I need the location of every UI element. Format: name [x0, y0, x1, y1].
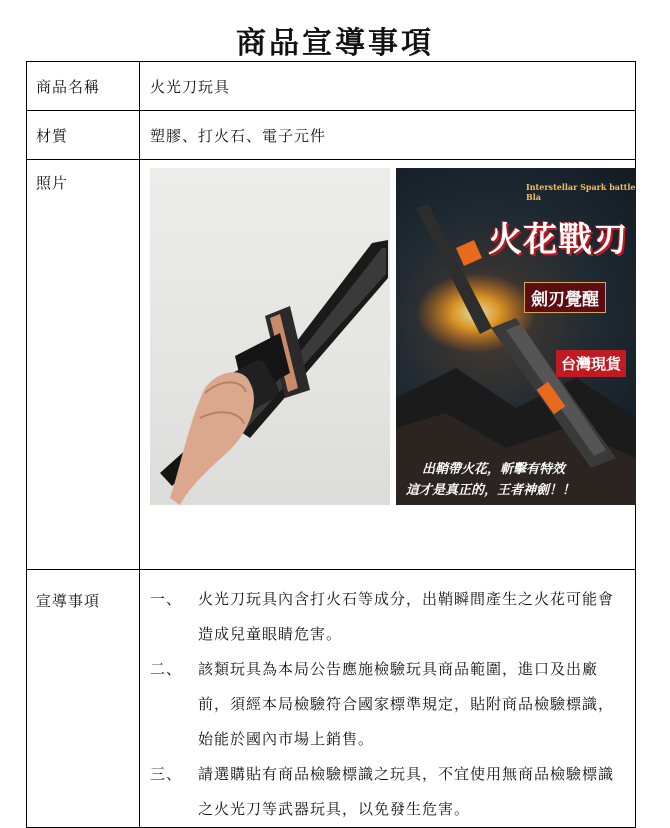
product-photo-promo	[396, 168, 636, 505]
promo-title: 火花戰刃	[488, 220, 628, 260]
product-photo-hand	[150, 168, 390, 505]
product-name-label: 商品名稱	[36, 78, 101, 96]
promo-caption-line1: 出鞘帶火花，斬擊有特效	[422, 462, 566, 477]
material-label: 材質	[36, 127, 69, 145]
notice-row	[27, 570, 636, 828]
material-row	[27, 111, 636, 160]
notice-item	[150, 757, 629, 827]
notice-item	[150, 652, 629, 757]
promo-subtitle: Interstellar Spark battle Bla	[526, 182, 636, 202]
notice-number: 二、	[150, 660, 183, 678]
notice-text: 該類玩具為本局公告應施檢驗玩具商品範圍，進口及出廠前，須經本局檢驗符合國家標準規定，貼附商品檢驗標識，始能於國內市場上銷售。	[198, 660, 615, 748]
promo-badge-awakening: 劍刃覺醒	[524, 282, 606, 313]
notice-item	[150, 582, 629, 652]
promo-badge-taiwan-stock: 台灣現貨	[556, 350, 626, 377]
photo-row	[27, 160, 636, 570]
promo-caption-line2: 這才是真正的，王者神劍！！	[406, 483, 576, 498]
sword-in-hand-image	[150, 168, 390, 505]
photo-label: 照片	[36, 174, 69, 192]
notice-label: 宣導事項	[36, 592, 101, 610]
notice-text: 請選購貼有商品檢驗標識之玩具，不宜使用無商品檢驗標識之火光刀等武器玩具，以免發生危害。	[198, 765, 615, 818]
material-value: 塑膠、打火石、電子元件	[150, 127, 327, 145]
notice-list	[150, 570, 635, 827]
page-title: 商品宣導事項	[236, 26, 434, 61]
product-name-value: 火光刀玩具	[150, 78, 231, 96]
notice-number: 一、	[150, 590, 183, 608]
notice-text: 火光刀玩具內含打火石等成分，出鞘瞬間產生之火花可能會造成兒童眼睛危害。	[198, 590, 615, 643]
product-name-row	[27, 62, 636, 111]
product-info-table	[26, 61, 636, 828]
notice-number: 三、	[150, 765, 183, 783]
